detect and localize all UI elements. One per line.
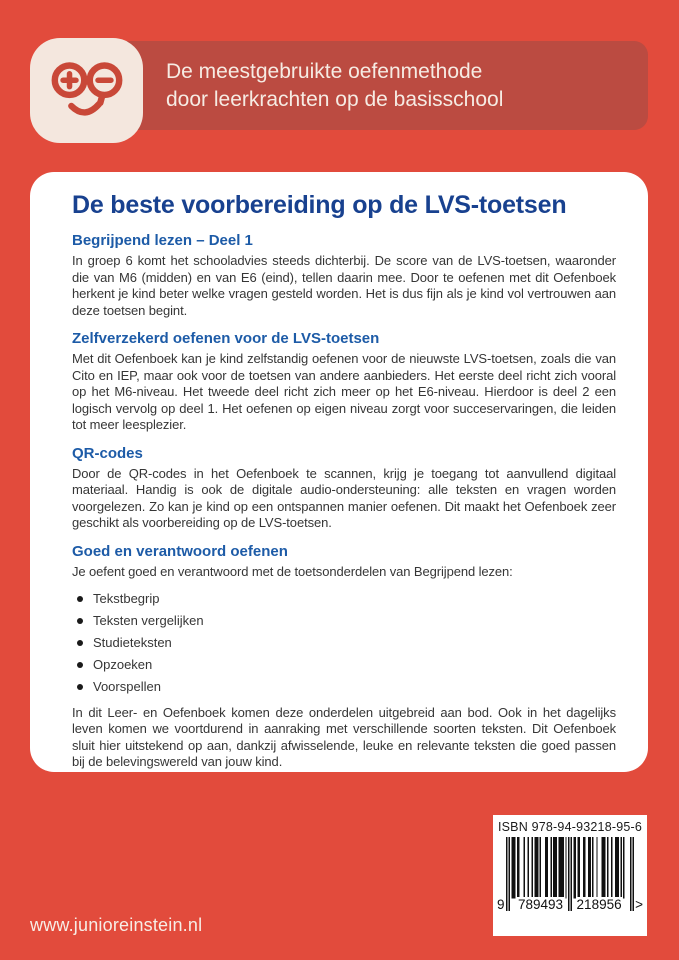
bullet-dot-icon bbox=[77, 618, 83, 624]
barcode-digit-first: 9 bbox=[497, 897, 505, 912]
list-item bbox=[72, 613, 616, 630]
tagline-line-2: door leerkrachten op de basisschool bbox=[166, 87, 504, 111]
list-item bbox=[72, 679, 616, 696]
closing-paragraph: In dit Leer- en Oefenboek komen deze onderdelen uitgebreid aan bod. Ook in het dagelijks leven komen we voortdurend in aanraking met verschillende soorten teksten. Dit Oefenboek sluit hier uitstekend op aan, dankzij afwisselende, leuke en relevante teksten die goed passen bij de belevingswereld van jouw kind. bbox=[72, 704, 616, 769]
section-goed-en-verantwoord bbox=[72, 543, 616, 581]
section-heading: QR-codes bbox=[72, 444, 143, 462]
page-title: De beste voorbereiding op de LVS-toetsen bbox=[72, 191, 567, 219]
list-item bbox=[72, 635, 616, 652]
list-item-label: Tekstbegrip bbox=[93, 591, 160, 606]
barcode-digits bbox=[496, 897, 644, 912]
bullet-dot-icon bbox=[77, 640, 83, 646]
barcode-end-marker: > bbox=[635, 897, 643, 912]
bullet-dot-icon bbox=[77, 596, 83, 602]
section-begrijpend-lezen bbox=[72, 232, 616, 319]
bullet-dot-icon bbox=[77, 662, 83, 668]
section-heading: Zelfverzekerd oefenen voor de LVS-toetsen bbox=[72, 330, 380, 347]
section-heading: Goed en verantwoord oefenen bbox=[72, 542, 288, 560]
section-body: Door de QR-codes in het Oefenboek te scannen, krijg je toegang tot aanvullend digitaal materiaal. Handig is ook de digitale audio-ondersteuning: alle teksten en vragen worden voorgelezen. Zo kan je kind op een ontspannen manier oefenen. Dit maakt het Oefenboek zeer geschikt als voorbereiding op de LVS-toetsen. bbox=[72, 465, 616, 530]
barcode-digits-left: 789493 bbox=[518, 897, 564, 912]
section-body: Met dit Oefenboek kan je kind zelfstandig oefenen voor de nieuwste LVS-toetsen, zoals die van Cito en IEP, maar ook voor de toetsen van andere aanbieders. Het eerste deel richt zich vooral op het M6-niveau. Het tweede deel richt zich meer op het E6-niveau. Hierdoor is deel 2 een logisch vervolg op deel 1. Het oefenen op eigen niveau zorgt voor succeservaringen, die leiden tot meer leesplezier. bbox=[72, 351, 616, 432]
list-item bbox=[72, 591, 616, 608]
list-item-label: Teksten vergelijken bbox=[93, 613, 204, 628]
website-url: www.junioreinstein.nl bbox=[30, 915, 203, 935]
list-item bbox=[72, 657, 616, 674]
list-item-label: Opzoeken bbox=[93, 657, 153, 672]
back-cover-text-card bbox=[30, 172, 648, 772]
bullet-dot-icon bbox=[77, 684, 83, 690]
section-qr-codes bbox=[72, 445, 616, 532]
list-item-label: Studieteksten bbox=[93, 635, 172, 650]
junior-einstein-logo bbox=[30, 38, 143, 143]
isbn-barcode-block bbox=[493, 815, 647, 936]
section-body: Je oefent goed en verantwoord met de toetsonderdelen van Begrijpend lezen: bbox=[72, 563, 513, 579]
section-body: In groep 6 komt het schooladvies steeds dichterbij. De score van de LVS-toetsen, waaronder die van M6 (midden) en van E6 (eind), tellen daarin mee. Door te oefenen met dit Oefenboek herkent je kind beter welke vragen gesteld worden. Het is dus fijn als je kind vol vertrouwen aan deze toetsen begint. bbox=[72, 253, 616, 318]
header-tagline-banner bbox=[58, 41, 648, 130]
barcode-digits-right: 218956 bbox=[576, 897, 622, 912]
section-heading: Begrijpend lezen – Deel 1 bbox=[72, 232, 253, 249]
isbn-label: ISBN 978-94-93218-95-6 bbox=[497, 820, 643, 834]
section-zelfverzekerd-oefenen bbox=[72, 330, 616, 434]
list-item-label: Voorspellen bbox=[93, 679, 161, 694]
glasses-plus-minus-smile-icon bbox=[41, 46, 133, 136]
tagline-line-1: De meestgebruikte oefenmethode bbox=[166, 59, 483, 83]
toets-onderdelen-list bbox=[72, 591, 616, 696]
